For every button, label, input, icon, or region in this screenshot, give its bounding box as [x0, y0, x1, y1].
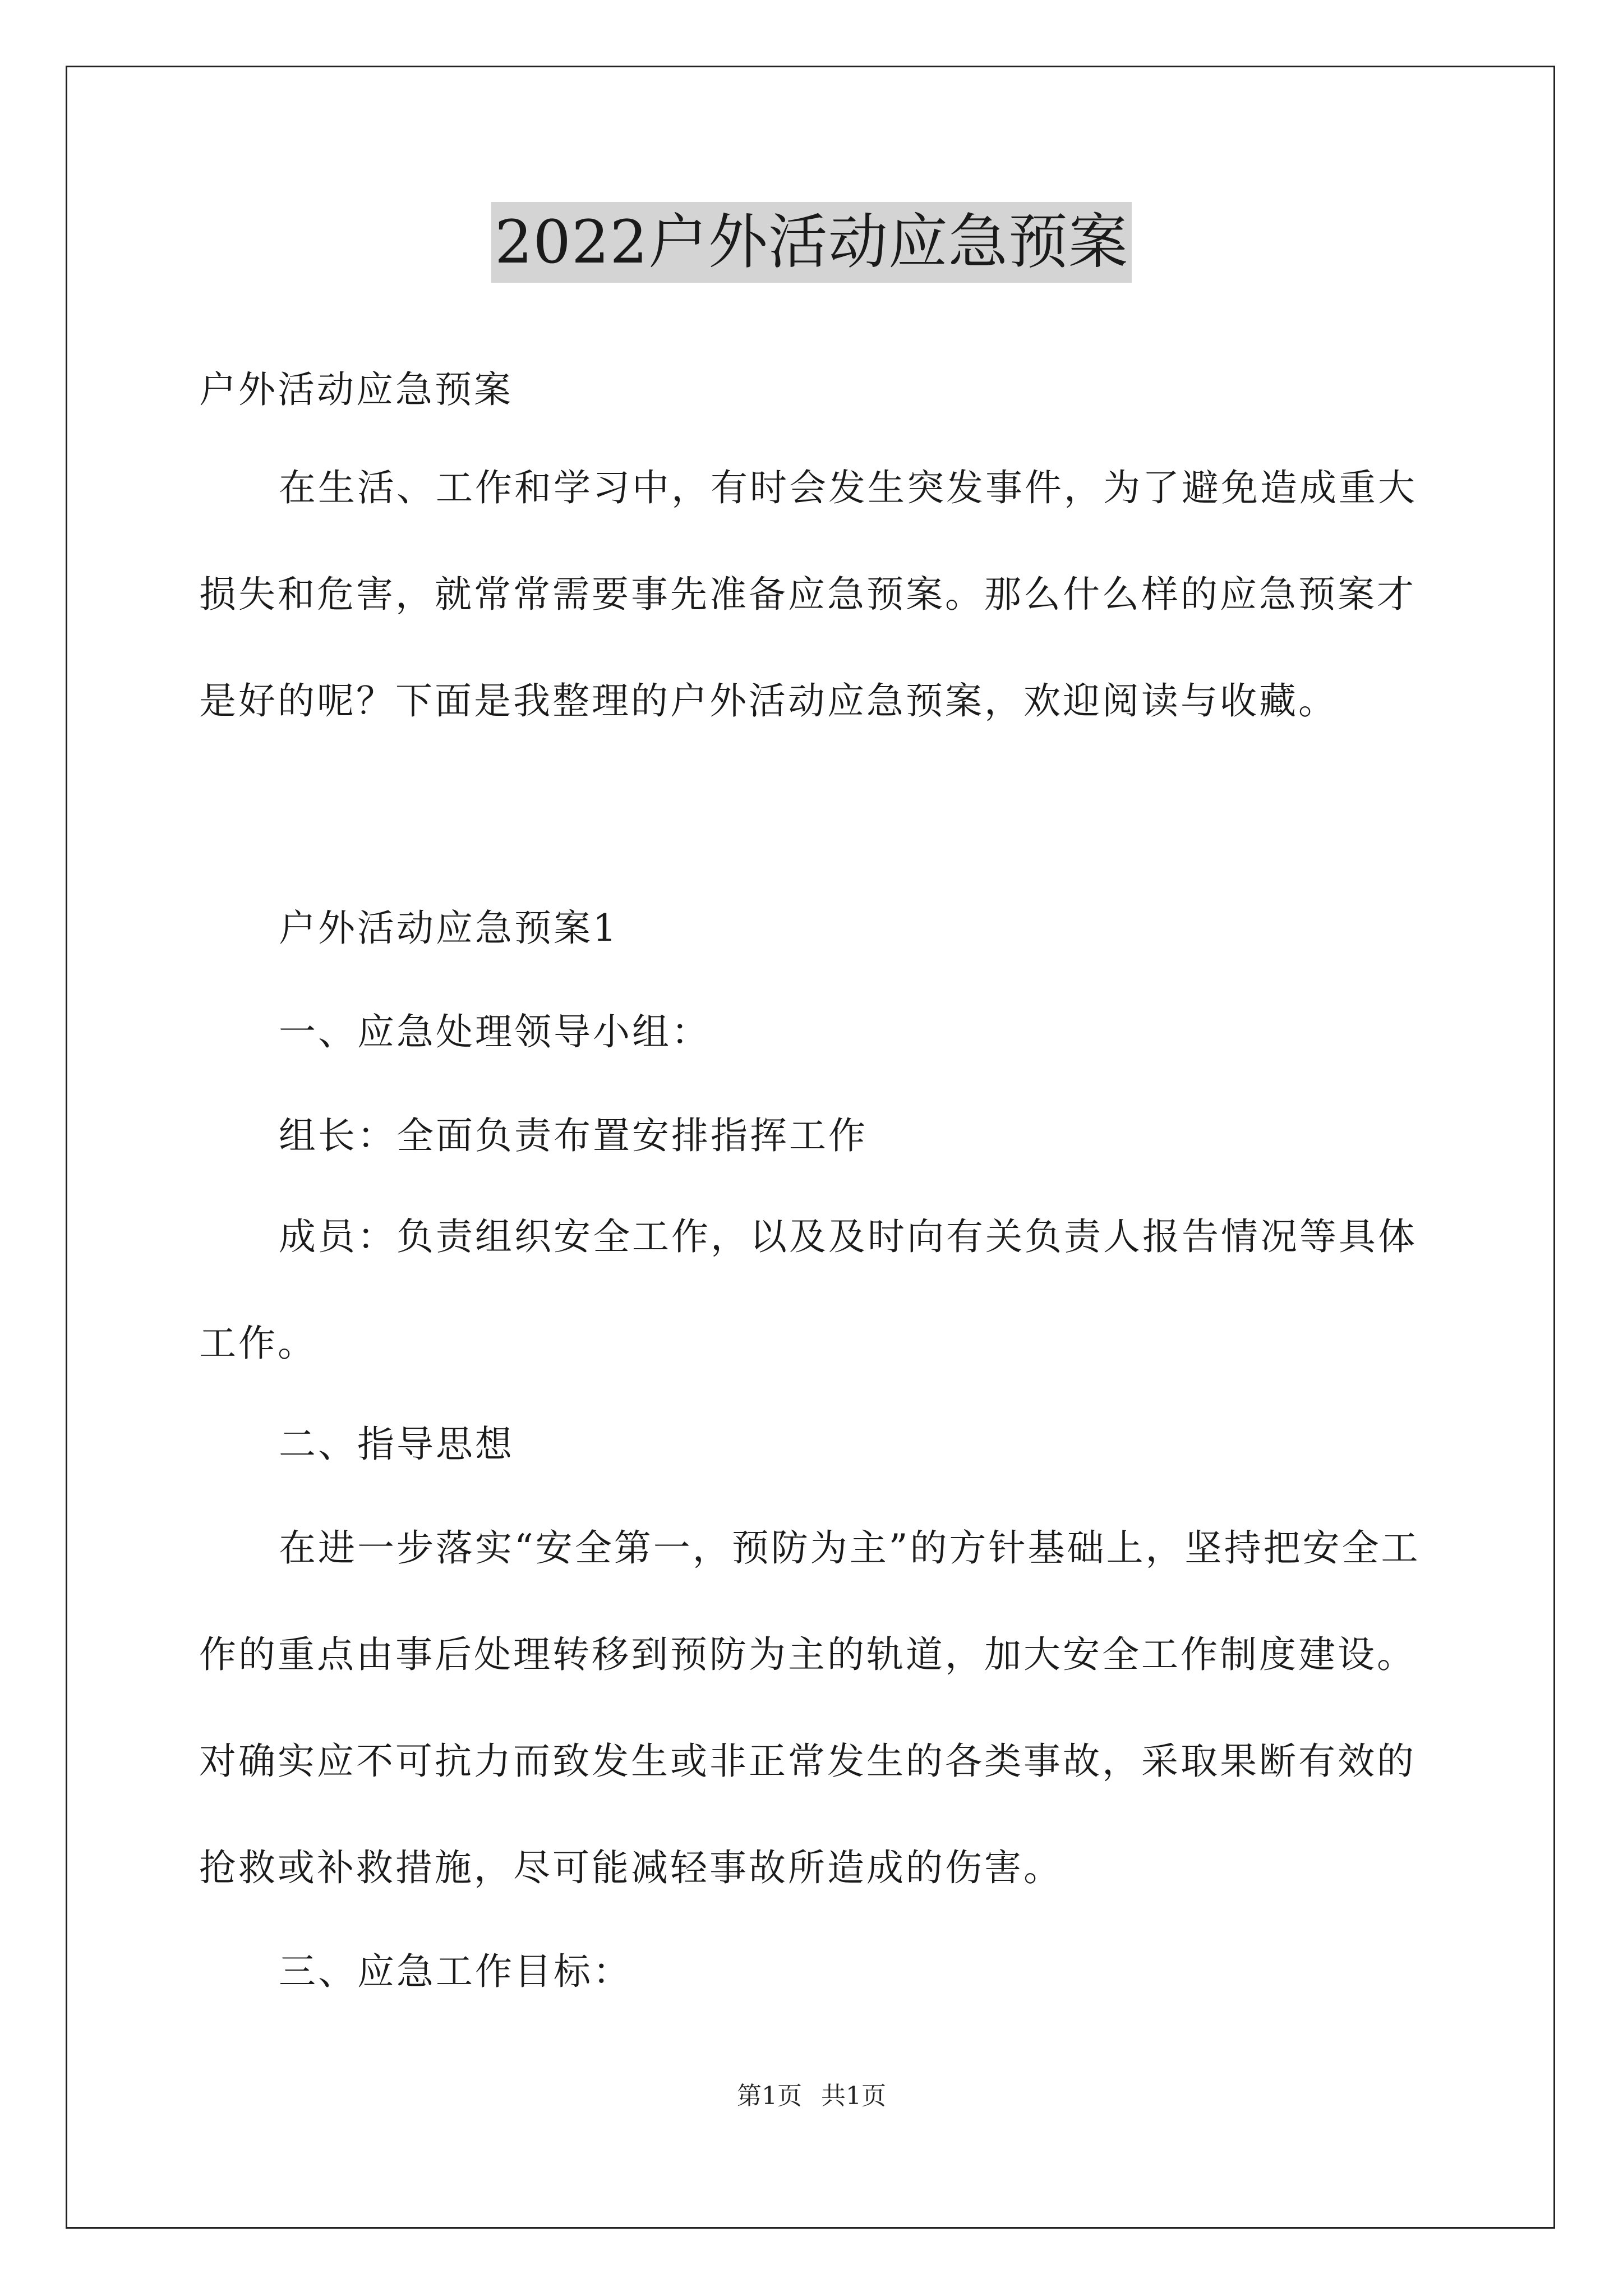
- paragraph-intro-heading: 户外活动应急预案: [199, 368, 513, 411]
- section-heading-guiding-idea: 二、指导思想: [279, 1423, 514, 1466]
- page-total: 共1页: [821, 2082, 886, 2110]
- section-heading-leadership: 一、应急处理领导小组：: [279, 1010, 711, 1053]
- section-heading-goals: 三、应急工作目标：: [279, 1950, 632, 1993]
- page-number: 第1页: [737, 2082, 802, 2110]
- paragraph-leader: 组长：全面负责布置安排指挥工作: [279, 1114, 868, 1157]
- paragraph-members: 成员：负责组织安全工作，以及及时向有关负责人报告情况等具体工作。: [199, 1215, 1417, 1365]
- title-container: [0, 202, 1623, 283]
- section-heading-plan-1: 户外活动应急预案1: [279, 907, 619, 950]
- paragraph-intro-body: 在生活、工作和学习中，有时会发生突发事件，为了避免造成重大损失和危害，就常常需要事先准备应急预案。那么什么样的应急预案才是好的呢？下面是我整理的户外活动应急预案，欢迎阅读与收藏。: [199, 466, 1417, 723]
- paragraph-guiding-idea: 在进一步落实“安全第一，预防为主”的方针基础上，坚持把安全工作的重点由事后处理转移到预防为主的轨道，加大安全工作制度建设。对确实应不可抗力而致发生或非正常发生的各类事故，采取果断有效的抢救或补救措施，尽可能减轻事故所造成的伤害。: [199, 1526, 1421, 1889]
- document-title: 2022户外活动应急预案: [491, 202, 1132, 283]
- page-footer: [0, 2076, 1623, 2111]
